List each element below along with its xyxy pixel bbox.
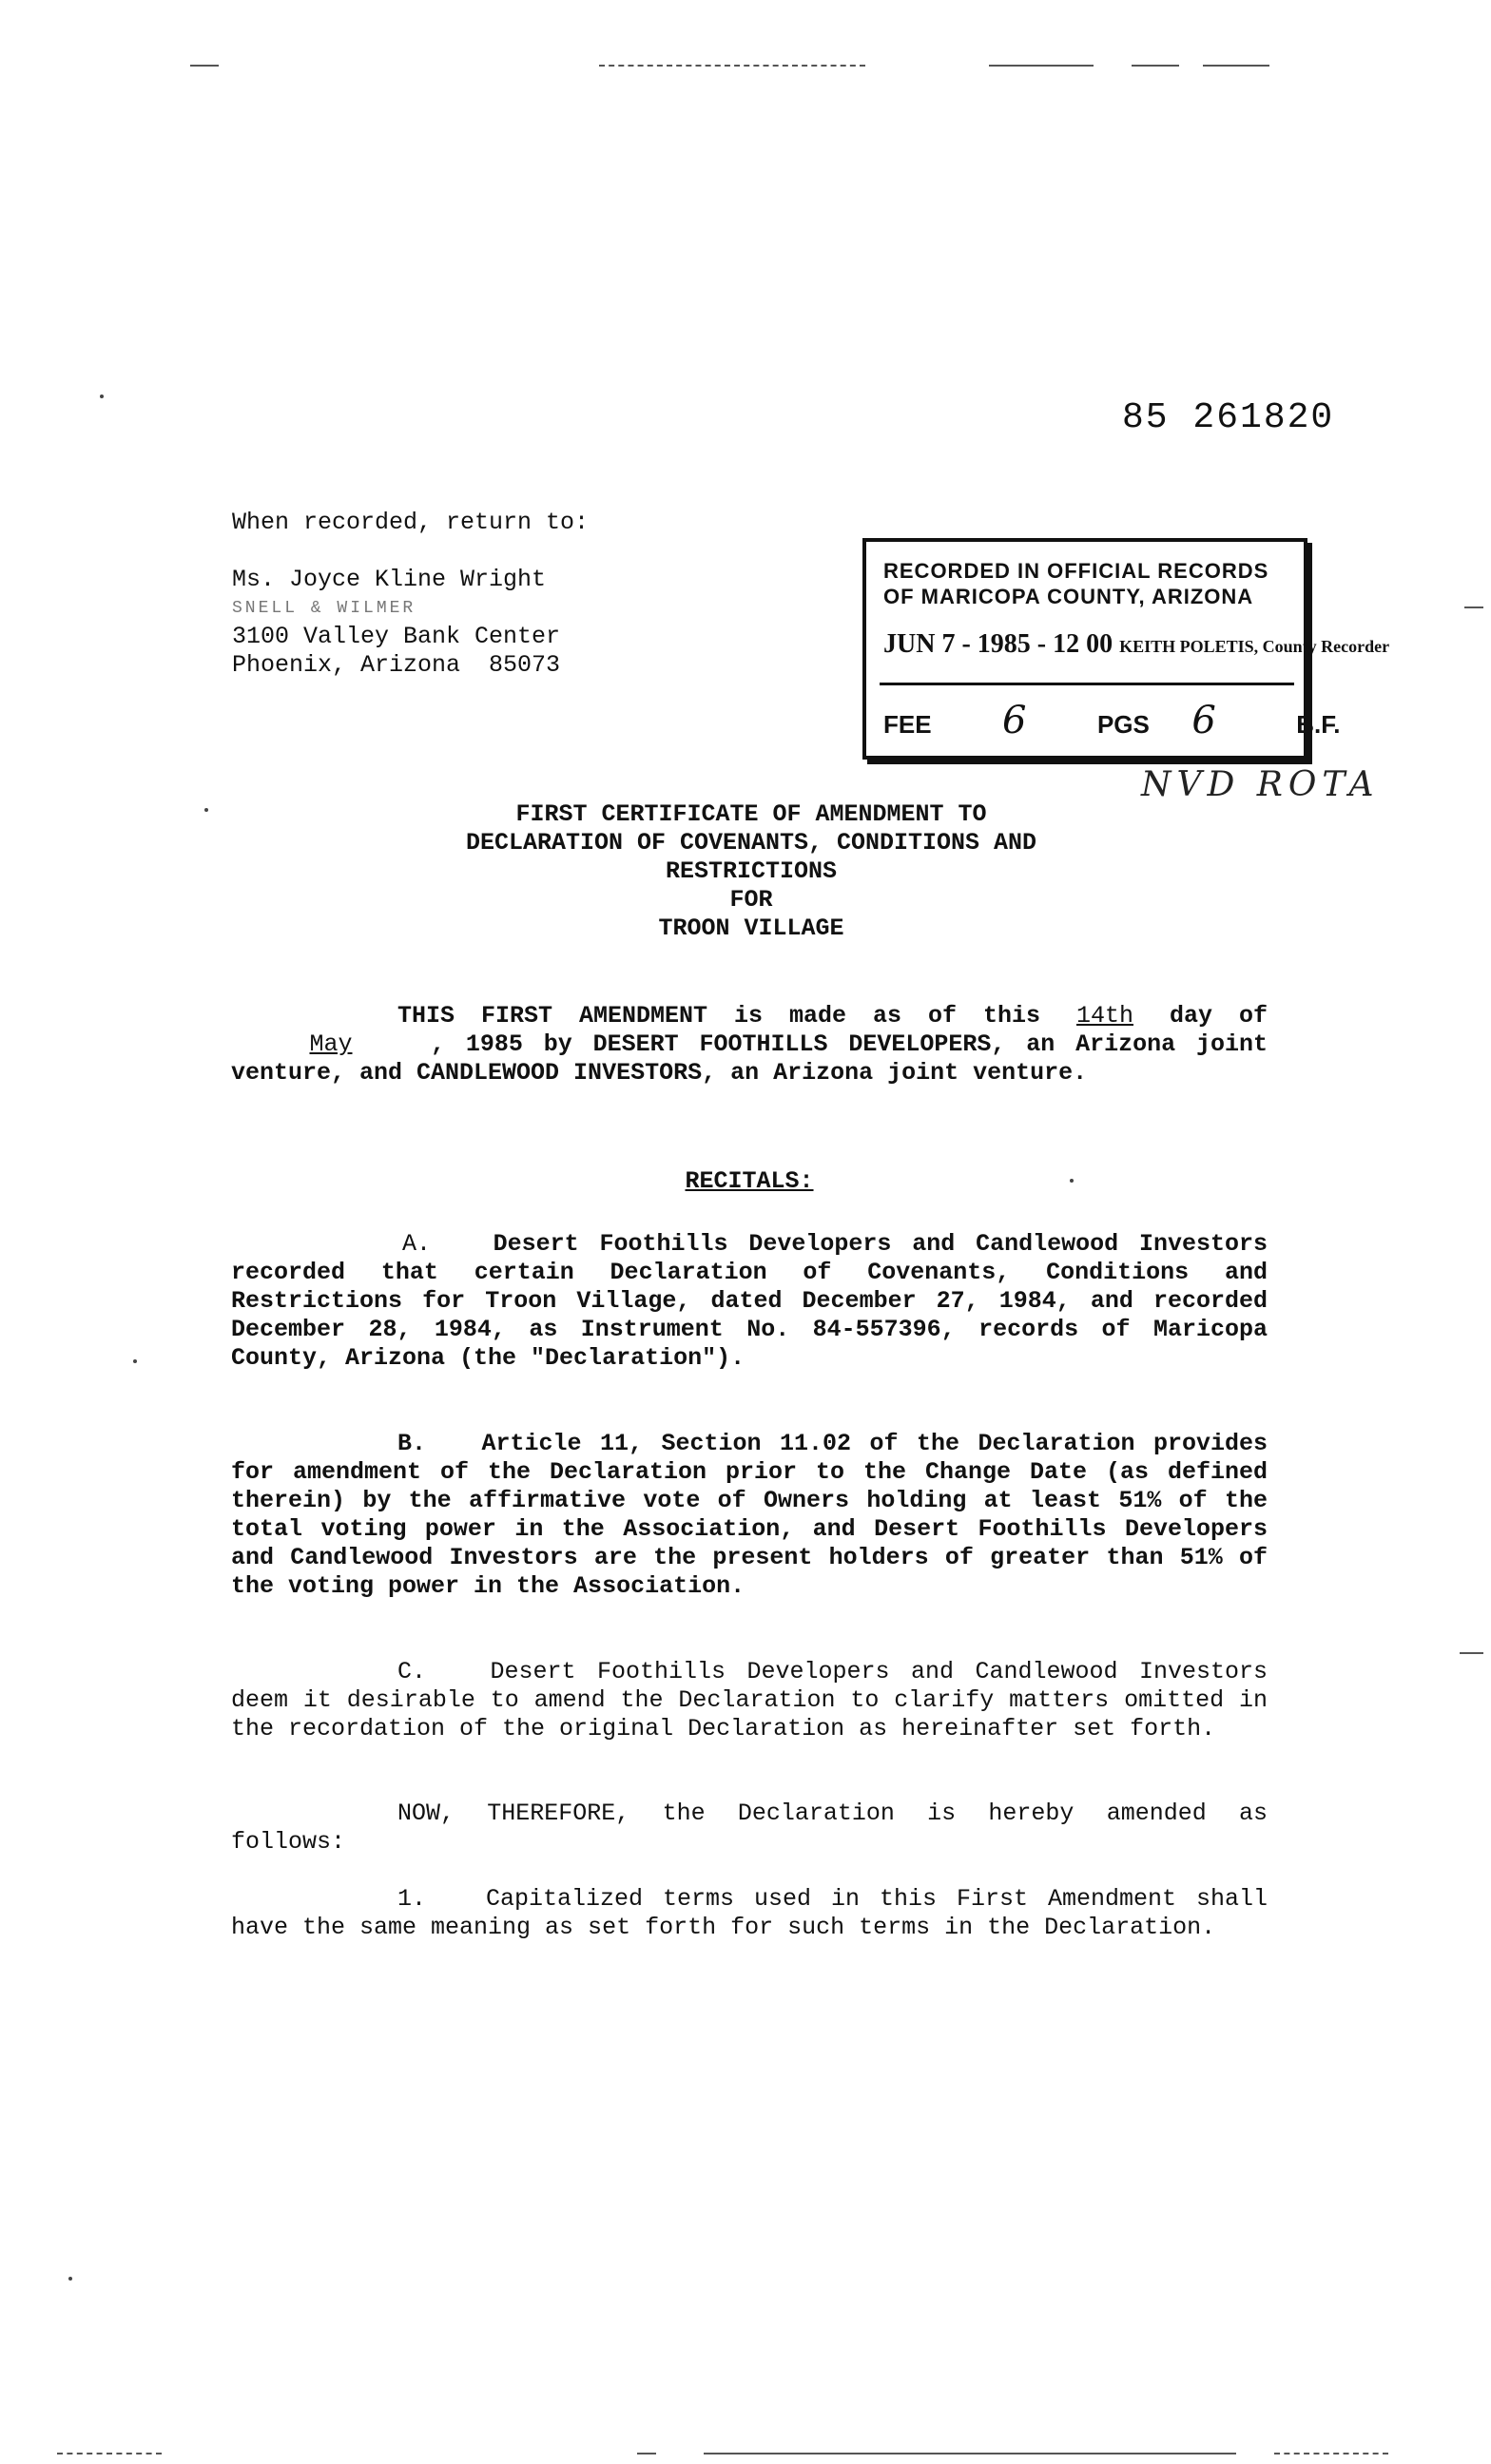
scan-artifact (190, 65, 219, 67)
scan-artifact (1132, 65, 1179, 67)
recitals-heading (231, 1167, 1268, 1195)
title-line: TROON VILLAGE (658, 914, 844, 942)
stamp-rule (880, 683, 1294, 685)
stamp-date: JUN 7 - 1985 - 12 00 (883, 629, 1113, 659)
stamp-bf-label: B.F. (1296, 710, 1341, 739)
recitals-heading-text: RECITALS: (685, 1167, 814, 1195)
recital-label: A. (402, 1230, 432, 1258)
scan-artifact (1460, 1652, 1483, 1654)
return-firm: SNELL & WILMER (232, 599, 416, 618)
stamp-fee-row (883, 699, 1341, 742)
stamp-fee-value: 6 (1002, 699, 1027, 742)
section-1 (231, 1885, 1268, 1942)
stamp-line-1: RECORDED IN OFFICIAL RECORDS (883, 559, 1269, 583)
recital-text: Article 11, Section 11.02 of the Declaration provides for amendment of the Declaration prior to the Change Date (as defined therein) by the affirmative vote of Owners holding at least 51% of the total voting power in the Association, and Desert Foothills Developers and Candlewood Investors are the present holders of greater than 51% of the voting power in the Association. (231, 1430, 1268, 1600)
title-line: DECLARATION OF COVENANTS, CONDITIONS AND (465, 829, 1037, 857)
stamp-recorder (883, 629, 1390, 660)
stamp-pgs-label: PGS (1096, 710, 1150, 739)
scan-artifact (57, 2453, 162, 2454)
scan-artifact (1203, 65, 1269, 67)
stamp-fee-label: FEE (883, 710, 932, 739)
section-label: 1. (397, 1885, 427, 1913)
scan-dot (100, 395, 104, 398)
recital-b (231, 1430, 1268, 1601)
handwritten-note: NVD ROTA (1141, 765, 1380, 804)
preamble-text-2: day of (1170, 1002, 1268, 1030)
recital-text: Desert Foothills Developers and Candlewood Investors deem it desirable to amend the Declaration to clarify matters omitted in the recordation of the original Declaration as hereinafter set forth. (231, 1658, 1268, 1742)
recital-label: C. (397, 1658, 427, 1685)
scan-artifact (599, 65, 865, 67)
document-number: 85 261820 (1122, 397, 1335, 438)
recording-stamp (862, 538, 1390, 760)
scan-artifact (1464, 606, 1483, 608)
scan-dot (204, 808, 208, 812)
recital-c (231, 1658, 1268, 1743)
recital-text: Desert Foothills Developers and Candlewood Investors recorded that certain Declaration of Covenants, Conditions and Restrictions for Troon Village, dated December 27, 1984, and recorded December 28, 1984, as Instrument No. 84-557396, records of Maricopa County, Arizona (the "Declaration"). (231, 1230, 1268, 1372)
recital-label: B. (397, 1430, 427, 1457)
recital-a (231, 1230, 1268, 1373)
preamble-text-1: THIS FIRST AMENDMENT is made as of this (397, 1002, 1040, 1030)
section-text: Capitalized terms used in this First Amendment shall have the same meaning as set forth for such terms in the Declaration. (231, 1885, 1268, 1941)
preamble-text-3: , 1985 by DESERT FOOTHILLS DEVELOPERS, an Arizona joint venture, and CANDLEWOOD INVESTORS, an Arizona joint venture. (231, 1030, 1268, 1087)
return-name: Ms. Joyce Kline Wright (232, 566, 547, 593)
scan-artifact (989, 65, 1094, 67)
document-title (361, 800, 1141, 943)
title-line: FOR (729, 886, 773, 914)
now-therefore-text: NOW, THEREFORE, the Declaration is hereby amended as follows: (231, 1800, 1268, 1856)
title-line: FIRST CERTIFICATE OF AMENDMENT TO (515, 800, 987, 828)
stamp-recorder-name: KEITH POLETIS, County Recorder (1119, 637, 1390, 656)
preamble-paragraph (231, 1002, 1268, 1088)
title-line: RESTRICTIONS (665, 857, 838, 885)
preamble-month: May (309, 1030, 353, 1058)
return-address-block (232, 509, 589, 680)
preamble-day: 14th (1075, 1002, 1133, 1030)
scan-artifact (1274, 2453, 1388, 2454)
stamp-line-2: OF MARICOPA COUNTY, ARIZONA (883, 585, 1254, 608)
return-heading: When recorded, return to: (232, 509, 590, 536)
scan-artifact (704, 2453, 1236, 2454)
now-therefore-paragraph (231, 1800, 1268, 1857)
scan-artifact (637, 2453, 656, 2454)
return-street: 3100 Valley Bank Center (232, 623, 561, 650)
stamp-pgs-value: 6 (1191, 699, 1216, 742)
scan-dot (68, 2277, 72, 2281)
return-city: Phoenix, Arizona 85073 (232, 651, 561, 679)
scan-dot (133, 1359, 137, 1363)
